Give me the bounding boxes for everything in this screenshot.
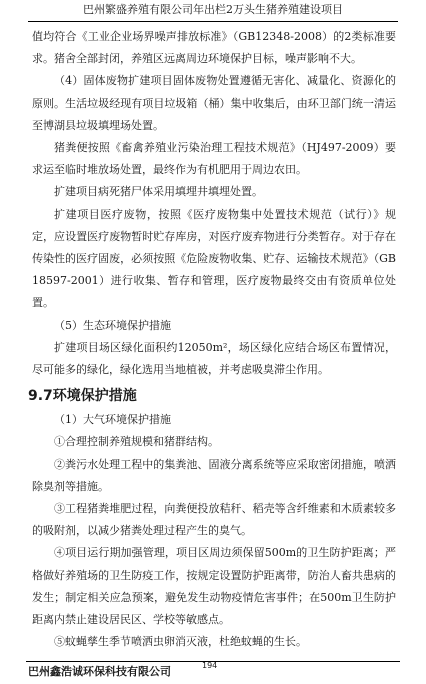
header-title: 巴州繁盛养殖有限公司年出栏2万头生猪养殖建设项目 — [83, 3, 343, 16]
page-footer — [26, 661, 400, 680]
footer-company: 巴州鑫浩诚环保科技有限公司 — [28, 665, 171, 678]
ecology-subheading: （5）生态环境保护措施 — [54, 318, 171, 332]
manure-paragraph: 猪粪便按照《畜禽养殖业污染治理工程技术规范》（HJ497-2009）要求运至临时堆放场处置，最终作为有机肥用于周边农田。 — [32, 141, 396, 177]
measure-item: ②粪污水处理工程中的集粪池、固液分离系统等应采取密闭措施，喷洒除臭剂等措施。 — [32, 457, 396, 493]
page-number: 194 — [202, 661, 218, 670]
section-heading: 9.7环境保护措施 — [28, 388, 137, 405]
measure-item: ⑤蚊蝇孳生季节喷洒虫卵消灭液，杜绝蚊蝇的生长。 — [54, 635, 307, 649]
measure-item: ③工程猪粪堆肥过程，向粪便投放秸秆、稻壳等含纤维素和木质素较多的吸附剂，以减少猪粪处理过程产生的臭气。 — [32, 502, 396, 538]
air-protection-subheading: （1）大气环境保护措施 — [54, 413, 171, 427]
greening-paragraph: 扩建项目场区绿化面积约12050m²，场区绿化应结合场区布置情况，尽可能多的绿化，绿化选用当地植被，并考虑吸臭滞尘作用。 — [32, 340, 396, 377]
page-header — [28, 0, 398, 22]
dead-pig-paragraph: 扩建项目病死猪尸体采用填埋井填埋处置。 — [54, 185, 263, 199]
noise-paragraph: 值均符合《工业企业场界噪声排放标准》（GB12348-2008）的2类标准要求。猪舍全部封闭，养殖区远离周边环境保护目标，噪声影响不大。 — [32, 30, 396, 66]
measure-item: ①合理控制养殖规模和猪群结构。 — [54, 435, 219, 449]
medical-waste-paragraph: 扩建项目医疗废物，按照《医疗废物集中处置技术规范（试行）》规定，应设置医疗废物暂时贮存库房，对医疗废弃物进行分类暂存。对于存在传染性的医疗固废，必须按照《危险废物收集、贮存、运输技术规范》（GB18597-2001）进行收集、暂存和管理，医疗废物最终交由有资质单位处置。 — [32, 207, 396, 310]
document-body — [28, 26, 396, 653]
measure-item: ④项目运行期加强管理，项目区周边须保留500m的卫生防护距离；严格做好养殖场的卫生防疫工作，按规定设置防护距离带，防治人畜共患病的发生；制定相关应急预案，避免发生动物疫情危害事件；在500m卫生防护距离内禁止建设居民区、学校等敏感点。 — [32, 546, 396, 627]
solid-waste-paragraph: （4）固体废物扩建项目固体废物处置遵循无害化、减量化、资源化的原则。生活垃圾经现有项目垃圾箱（桶）集中收集后，由环卫部门统一清运至博湖县垃圾填埋场处置。 — [32, 74, 396, 132]
